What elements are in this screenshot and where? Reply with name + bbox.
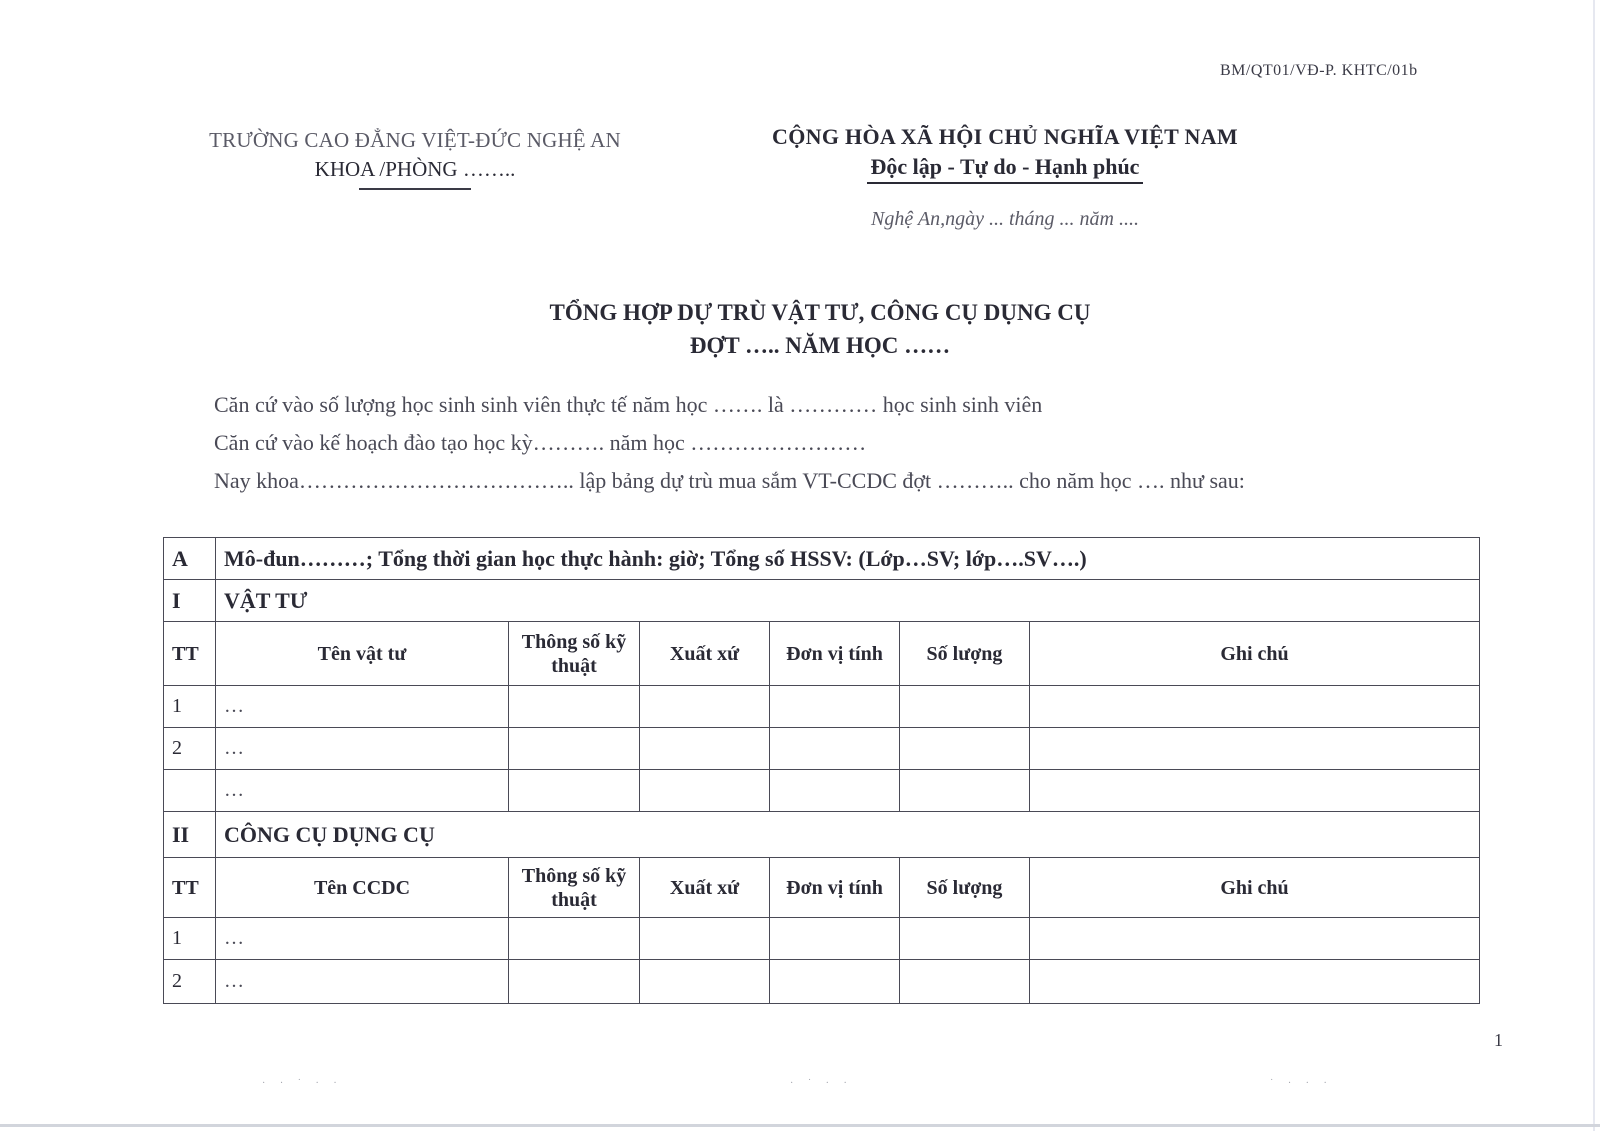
page-number: 1 bbox=[1494, 1030, 1503, 1050]
col-header-spec: Thông số kỹ thuật bbox=[509, 622, 640, 686]
row-number: 1 bbox=[164, 918, 216, 960]
header-row-tools bbox=[164, 858, 1480, 918]
cell-note bbox=[1030, 770, 1480, 812]
republic-title: CỘNG HÒA XÃ HỘI CHỦ NGHĨA VIỆT NAM bbox=[772, 124, 1238, 149]
item-name: … bbox=[216, 960, 509, 1004]
header-row-materials bbox=[164, 622, 1480, 686]
intro-line-2: Căn cứ vào kế hoạch đào tạo học kỳ………. năm học …………………… bbox=[214, 430, 867, 455]
col-header-unit: Đơn vị tính bbox=[770, 858, 900, 918]
cell-origin bbox=[640, 960, 770, 1004]
row-number: 1 bbox=[164, 686, 216, 728]
group-code: A bbox=[164, 538, 216, 580]
group-row bbox=[164, 538, 1480, 580]
table-row bbox=[164, 728, 1480, 770]
table-row bbox=[164, 918, 1480, 960]
cell-note bbox=[1030, 728, 1480, 770]
cell-note bbox=[1030, 960, 1480, 1004]
section-code: I bbox=[164, 580, 216, 622]
col-header-tt: TT bbox=[164, 858, 216, 918]
intro-line-3: Nay khoa……………………………….. lập bảng dự trù mua sắm VT-CCDC đợt ……….. cho năm học …. như sau: bbox=[214, 468, 1245, 493]
cell-unit bbox=[770, 728, 900, 770]
scan-specks: · ˙ · · bbox=[790, 1078, 853, 1089]
col-header-unit: Đơn vị tính bbox=[770, 622, 900, 686]
national-motto: Độc lập - Tự do - Hạnh phúc bbox=[867, 154, 1144, 184]
cell-spec bbox=[509, 686, 640, 728]
cell-spec bbox=[509, 918, 640, 960]
item-name: … bbox=[216, 918, 509, 960]
cell-qty bbox=[900, 960, 1030, 1004]
col-header-name: Tên CCDC bbox=[216, 858, 509, 918]
cell-qty bbox=[900, 686, 1030, 728]
section-title: VẬT TƯ bbox=[216, 580, 1480, 622]
document-title-line1: TỔNG HỢP DỰ TRÙ VẬT TƯ, CÔNG CỤ DỤNG CỤ bbox=[549, 300, 1091, 325]
scan-specks: ˙ · · · bbox=[1270, 1078, 1333, 1089]
cell-origin bbox=[640, 728, 770, 770]
row-number bbox=[164, 770, 216, 812]
cell-qty bbox=[900, 770, 1030, 812]
place-date: Nghệ An,ngày ... tháng ... năm .... bbox=[871, 208, 1139, 230]
estimate-table bbox=[163, 537, 1480, 1004]
department-name: KHOA /PHÒNG …….. bbox=[314, 157, 516, 181]
section-title: CÔNG CỤ DỤNG CỤ bbox=[216, 812, 1480, 858]
col-header-name: Tên vật tư bbox=[216, 622, 509, 686]
table-row bbox=[164, 686, 1480, 728]
item-name: … bbox=[216, 770, 509, 812]
col-header-origin: Xuất xứ bbox=[640, 622, 770, 686]
table-row bbox=[164, 770, 1480, 812]
cell-unit bbox=[770, 960, 900, 1004]
cell-spec bbox=[509, 960, 640, 1004]
item-name: … bbox=[216, 728, 509, 770]
section-row-materials bbox=[164, 580, 1480, 622]
cell-origin bbox=[640, 686, 770, 728]
cell-unit bbox=[770, 686, 900, 728]
cell-note bbox=[1030, 686, 1480, 728]
section-row-tools bbox=[164, 812, 1480, 858]
intro-line-1: Căn cứ vào số lượng học sinh sinh viên thực tế năm học ……. là ………… học sinh sinh viên bbox=[214, 392, 1043, 417]
issuer-block bbox=[170, 128, 660, 190]
section-code: II bbox=[164, 812, 216, 858]
scan-specks: · · ˙ · · bbox=[262, 1078, 343, 1089]
cell-qty bbox=[900, 728, 1030, 770]
col-header-origin: Xuất xứ bbox=[640, 858, 770, 918]
table-row bbox=[164, 960, 1480, 1004]
row-number: 2 bbox=[164, 960, 216, 1004]
form-code: BM/QT01/VĐ-P. KHTC/01b bbox=[1220, 62, 1418, 79]
cell-qty bbox=[900, 918, 1030, 960]
cell-origin bbox=[640, 770, 770, 812]
col-header-note: Ghi chú bbox=[1030, 858, 1480, 918]
cell-spec bbox=[509, 770, 640, 812]
cell-spec bbox=[509, 728, 640, 770]
document-title-line2: ĐỢT ….. NĂM HỌC …… bbox=[689, 333, 951, 358]
col-header-note: Ghi chú bbox=[1030, 622, 1480, 686]
col-header-tt: TT bbox=[164, 622, 216, 686]
cell-unit bbox=[770, 918, 900, 960]
page-edge bbox=[1593, 0, 1595, 1131]
scan-bottom-edge bbox=[0, 1124, 1600, 1127]
cell-note bbox=[1030, 918, 1480, 960]
col-header-qty: Số lượng bbox=[900, 622, 1030, 686]
issuer-underline bbox=[359, 188, 471, 190]
col-header-qty: Số lượng bbox=[900, 858, 1030, 918]
row-number: 2 bbox=[164, 728, 216, 770]
item-name: … bbox=[216, 686, 509, 728]
col-header-spec: Thông số kỹ thuật bbox=[509, 858, 640, 918]
module-info: Mô-đun………; Tổng thời gian học thực hành: giờ; Tổng số HSSV: (Lớp…SV; lớp….SV….) bbox=[216, 538, 1480, 580]
school-name: TRƯỜNG CAO ĐẲNG VIỆT-ĐỨC NGHỆ AN bbox=[209, 128, 621, 152]
national-header bbox=[740, 124, 1270, 184]
cell-origin bbox=[640, 918, 770, 960]
cell-unit bbox=[770, 770, 900, 812]
document-title bbox=[420, 296, 1220, 362]
